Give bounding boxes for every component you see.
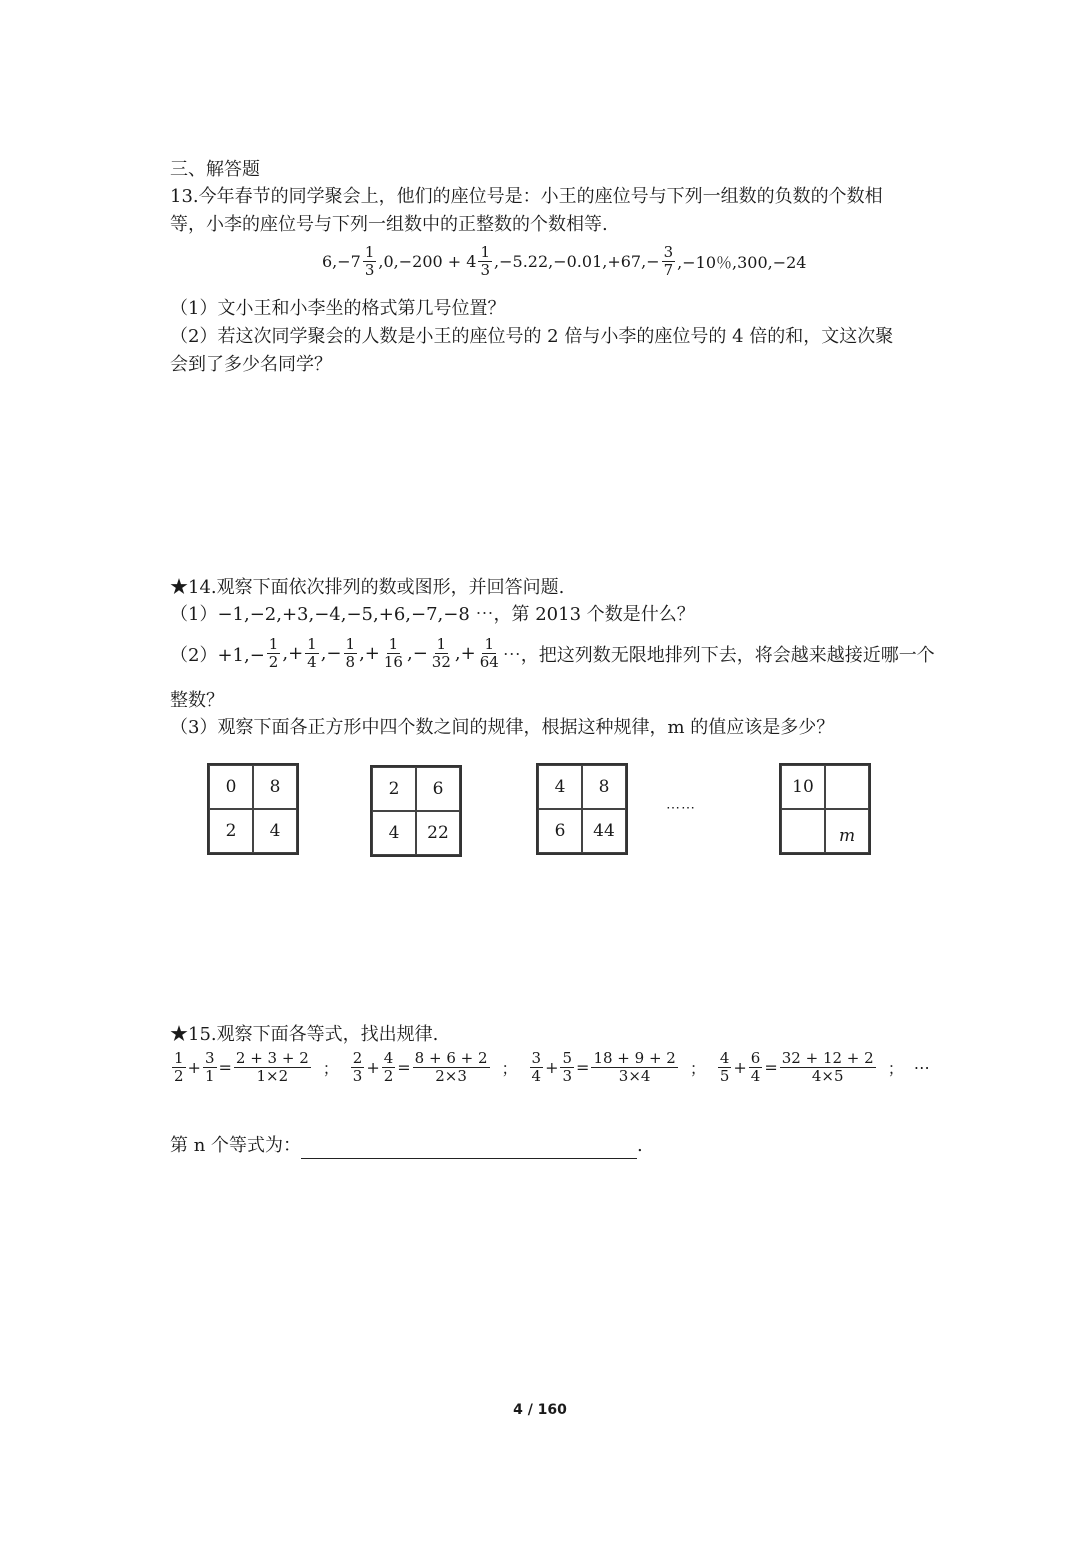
numerator: 4 bbox=[719, 1049, 730, 1067]
frac bbox=[234, 1050, 311, 1085]
equals: = bbox=[576, 1058, 590, 1077]
denominator: 5 bbox=[719, 1067, 730, 1085]
denominator: 4×5 bbox=[811, 1067, 844, 1085]
q14-part-1: （1）−1,−2,+3,−4,−5,+6,−7,−8 ⋯，第 2013 个数是什么？ bbox=[170, 604, 695, 625]
q13-eq-text-4: ,−10％,300,−24 bbox=[677, 253, 807, 272]
q13-part-2-b: 会到了多少名同学？ bbox=[170, 354, 332, 375]
q15-title: ★15.观察下面各等式，找出规律. bbox=[170, 1024, 439, 1045]
numerator: 8 + 6 + 2 bbox=[414, 1049, 488, 1067]
numerator: 1 bbox=[268, 635, 279, 653]
square-cell-m: m bbox=[825, 809, 869, 853]
denominator: 32 bbox=[431, 653, 451, 671]
frac bbox=[413, 1050, 490, 1085]
plus: + bbox=[545, 1058, 559, 1077]
numerator: 2 bbox=[352, 1049, 363, 1067]
square-cell: 8 bbox=[253, 765, 297, 809]
numerator: 3 bbox=[531, 1049, 542, 1067]
q13-eq-text-2: ,0,−200 + 4 bbox=[378, 252, 477, 271]
numerator: 4 bbox=[383, 1049, 394, 1067]
q15-nth-equation bbox=[170, 1133, 643, 1159]
square-1 bbox=[207, 763, 299, 855]
numerator: 2 + 3 + 2 bbox=[235, 1049, 309, 1067]
square-cell: 2 bbox=[372, 767, 416, 811]
numerator: 1 bbox=[307, 635, 317, 653]
page-number: 4 / 160 bbox=[513, 1402, 567, 1418]
section-title: 三、解答题 bbox=[170, 159, 260, 180]
denominator: 4 bbox=[750, 1067, 761, 1085]
q14-term-3 bbox=[344, 636, 358, 671]
denominator: 8 bbox=[345, 653, 356, 671]
nth-label: 第 n 个等式为： bbox=[170, 1135, 302, 1156]
numerator: 18 + 9 + 2 bbox=[593, 1049, 676, 1067]
frac bbox=[560, 1050, 574, 1085]
separator: ； bbox=[887, 1059, 904, 1078]
q14-part-2-continuation: 整数？ bbox=[170, 690, 224, 711]
numerator: 1 bbox=[345, 635, 356, 653]
numerator: 1 bbox=[436, 635, 447, 653]
square-cell: 22 bbox=[416, 811, 460, 855]
separator: ； bbox=[689, 1059, 706, 1078]
denominator: 7 bbox=[663, 261, 674, 279]
q14-term-1 bbox=[267, 636, 281, 671]
q14-part-2-suffix: ⋯，把这列数无限地排列下去，将会越来越接近哪一个 bbox=[502, 644, 935, 666]
numerator: 1 bbox=[484, 635, 494, 653]
q13-line-1: 13.今年春节的同学聚会上，他们的座位号是：小王的座位号与下列一组数的负数的个数相 bbox=[170, 186, 883, 207]
q14-term-2 bbox=[305, 636, 319, 671]
denominator: 4 bbox=[531, 1067, 542, 1085]
q15-equations bbox=[170, 1050, 930, 1085]
q13-part-2-a: （2）若这次同学聚会的人数是小王的座位号的 2 倍与小李的座位号的 4 倍的和，文这次聚 bbox=[170, 326, 894, 347]
frac bbox=[172, 1050, 186, 1085]
plus: + bbox=[733, 1058, 747, 1077]
ellipsis: ⋯ bbox=[913, 1058, 930, 1077]
frac bbox=[718, 1050, 732, 1085]
denominator: 3 bbox=[480, 261, 491, 279]
square-2 bbox=[370, 765, 462, 857]
equals: = bbox=[218, 1058, 232, 1077]
q14-term-5-lead: ,− bbox=[406, 643, 428, 664]
q14-part-3: （3）观察下面各正方形中四个数之间的规律，根据这种规律，m 的值应该是多少？ bbox=[170, 717, 835, 738]
square-cell: 44 bbox=[582, 809, 626, 853]
q13-part-1: （1）文小王和小李坐的格式第几号位置？ bbox=[170, 298, 506, 319]
square-3 bbox=[536, 763, 628, 855]
denominator: 1 bbox=[204, 1067, 215, 1085]
q14-term-2-lead: ,+ bbox=[282, 643, 304, 664]
square-cell: 4 bbox=[372, 811, 416, 855]
separator: ； bbox=[501, 1059, 518, 1078]
frac bbox=[530, 1050, 544, 1085]
denominator: 3 bbox=[562, 1067, 573, 1085]
equals: = bbox=[397, 1058, 411, 1077]
square-cell: 10 bbox=[781, 765, 825, 809]
q13-eq-text-3: ,−5.22,−0.01,+67,− bbox=[494, 252, 660, 271]
square-cell: 4 bbox=[538, 765, 582, 809]
denominator: 2 bbox=[383, 1067, 394, 1085]
plus: + bbox=[366, 1058, 380, 1077]
square-last bbox=[779, 763, 871, 855]
frac bbox=[780, 1050, 876, 1085]
separator: ； bbox=[322, 1059, 339, 1078]
frac bbox=[591, 1050, 677, 1085]
square-cell: 8 bbox=[582, 765, 626, 809]
denominator: 2 bbox=[174, 1067, 184, 1085]
q14-part-2-prefix: （2）+1,− bbox=[170, 644, 265, 666]
denominator: 4 bbox=[307, 653, 317, 671]
q14-term-3-lead: ,− bbox=[320, 643, 342, 664]
denominator: 2 bbox=[268, 653, 279, 671]
q13-fraction-3 bbox=[662, 244, 676, 279]
square-cell bbox=[825, 765, 869, 809]
numerator: 6 bbox=[750, 1049, 761, 1067]
answer-blank[interactable] bbox=[301, 1138, 637, 1159]
numerator: 5 bbox=[562, 1049, 573, 1067]
q14-term-5 bbox=[430, 636, 453, 671]
q14-term-4-lead: ,+ bbox=[359, 643, 380, 664]
frac bbox=[382, 1050, 396, 1085]
numerator: 1 bbox=[480, 243, 491, 261]
denominator: 64 bbox=[479, 653, 499, 671]
nth-end: . bbox=[637, 1135, 643, 1156]
q14-part-2 bbox=[170, 636, 935, 671]
denominator: 2×3 bbox=[435, 1067, 467, 1085]
numerator: 1 bbox=[174, 1049, 184, 1067]
denominator: 16 bbox=[383, 653, 403, 671]
q13-line-2: 等，小李的座位号与下列一组数中的正整数的个数相等. bbox=[170, 214, 608, 235]
numerator: 1 bbox=[364, 243, 375, 261]
denominator: 3×4 bbox=[618, 1067, 651, 1085]
square-cell: 0 bbox=[209, 765, 253, 809]
denominator: 3 bbox=[364, 261, 375, 279]
q14-title: ★14.观察下面依次排列的数或图形，并回答问题. bbox=[170, 577, 565, 598]
numerator: 1 bbox=[388, 635, 399, 653]
square-cell: 6 bbox=[538, 809, 582, 853]
equals: = bbox=[764, 1058, 778, 1077]
denominator: 3 bbox=[352, 1067, 363, 1085]
q13-fraction-2 bbox=[478, 244, 492, 279]
square-cell bbox=[781, 809, 825, 853]
q13-number-list bbox=[322, 244, 806, 279]
q14-term-6-lead: ,+ bbox=[454, 643, 476, 664]
frac bbox=[351, 1050, 365, 1085]
plus: + bbox=[187, 1058, 201, 1077]
numerator: 32 + 12 + 2 bbox=[781, 1049, 874, 1067]
q14-term-6 bbox=[478, 636, 501, 671]
frac bbox=[203, 1050, 217, 1085]
q13-eq-text-1: 6,−7 bbox=[322, 252, 361, 271]
q14-term-4 bbox=[382, 636, 405, 671]
numerator: 3 bbox=[204, 1049, 215, 1067]
square-cell: 6 bbox=[416, 767, 460, 811]
square-cell: 4 bbox=[253, 809, 297, 853]
denominator: 1×2 bbox=[256, 1067, 289, 1085]
square-cell: 2 bbox=[209, 809, 253, 853]
q13-fraction-1 bbox=[363, 244, 377, 279]
frac bbox=[749, 1050, 763, 1085]
ellipsis-dots: ⋯⋯ bbox=[666, 800, 696, 816]
numerator: 3 bbox=[663, 243, 674, 261]
